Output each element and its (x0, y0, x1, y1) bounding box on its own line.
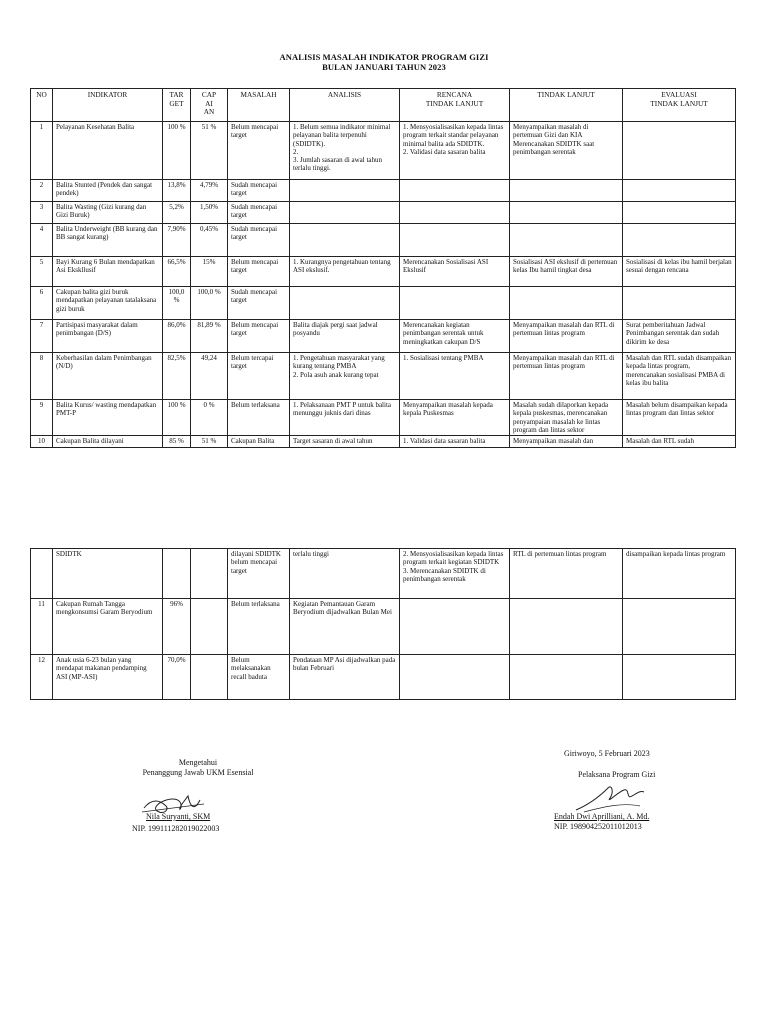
acknowledge-label: Mengetahui (178, 758, 218, 767)
cell-analisis (290, 180, 400, 202)
cell-evaluasi (623, 180, 736, 202)
cell-rencana (400, 122, 510, 180)
cell-capaian: 51 % (191, 122, 228, 180)
cell-analisis-item: 2. Pola asuh anak kurang tepat (293, 370, 379, 379)
cell-no: 8 (31, 353, 53, 400)
cell-tindak-lanjut (510, 599, 623, 655)
cell-rencana-item: Menyampaikan masalah kepada kepala Puskesmas (403, 401, 493, 418)
cell-rencana-item: Merencanakan kegiatan penimbangan serentak untuk meningkatkan cakupan D/S (403, 321, 484, 346)
cell-masalah: Belum tercapai target (228, 353, 290, 400)
cell-analisis-item: 1. Pengetahuan masyarakat yang kurang tentang PMBA (293, 354, 385, 371)
cell-evaluasi: Masalah belum disampaikan kepada lintas program dan lintas sektor (623, 400, 736, 436)
cell-tindak-lanjut: Menyampaikan masalah di pertemuan Gizi dan KIA Merencanakan SDIDTK saat penimbangan serentak (510, 122, 623, 180)
cell-masalah: Sudah mencapai target (228, 287, 290, 320)
cell-masalah: Belum terlaksana (228, 400, 290, 436)
cell-target: 85 % (163, 436, 191, 448)
signer-nip-left: NIP. 199111282019022003 (132, 824, 220, 833)
cell-evaluasi (623, 202, 736, 224)
cell-evaluasi: Sosialisasi di kelas ibu hamil berjalan sesuai dengan rencana (623, 257, 736, 287)
cell-analisis-item: Pendataan MP Asi dijadwalkan pada bulan Februari (293, 656, 396, 673)
table-row (31, 655, 736, 700)
cell-rencana-item: 1. Sosialisasi tentang PMBA (403, 354, 484, 362)
table-header-row (31, 89, 736, 122)
cell-analisis (290, 224, 400, 257)
table-row (31, 400, 736, 436)
document-title: ANALISIS MASALAH INDIKATOR PROGRAM GIZI (279, 52, 489, 62)
cell-target: 86,0% (163, 320, 191, 353)
cell-indikator: Balita Wasting (Gizi kurang dan Gizi Buruk) (53, 202, 163, 224)
cell-capaian: 49,24 (191, 353, 228, 400)
place-date: Giriwoyo, 5 Februari 2023 (564, 749, 650, 758)
cell-no: 4 (31, 224, 53, 257)
signer-role-left: Penanggung Jawab UKM Esensial (142, 768, 254, 777)
indicator-table-page2 (30, 548, 736, 700)
cell-capaian (191, 549, 228, 599)
cell-masalah: Sudah mencapai target (228, 202, 290, 224)
table-row (31, 287, 736, 320)
cell-tindak-lanjut: Menyampaikan masalah dan RTL di pertemuan lintas program (510, 353, 623, 400)
cell-analisis (290, 287, 400, 320)
cell-no: 11 (31, 599, 53, 655)
cell-target: 100 % (163, 122, 191, 180)
cell-rencana (400, 599, 510, 655)
cell-rencana (400, 436, 510, 448)
cell-target: 96% (163, 599, 191, 655)
cell-rencana (400, 353, 510, 400)
table-row (31, 599, 736, 655)
cell-indikator: Keberhasilan dalam Penimbangan (N/D) (53, 353, 163, 400)
cell-masalah: Belum terlaksana (228, 599, 290, 655)
cell-target: 7,90% (163, 224, 191, 257)
cell-analisis (290, 320, 400, 353)
cell-capaian: 15% (191, 257, 228, 287)
indicator-table-page1 (30, 88, 736, 448)
header-rencana: RENCANA TINDAK LANJUT (400, 89, 510, 122)
cell-rencana (400, 655, 510, 700)
cell-analisis-item: 2. (293, 147, 299, 156)
cell-rencana-item: 2. Mensyosialisasikan kepada lintas program terkait kegiatan SDIDTK (403, 550, 504, 567)
cell-analisis-item: Balita diajak pergi saat jadwal posyandu (293, 321, 378, 338)
cell-indikator: SDIDTK (53, 549, 163, 599)
cell-target: 5,2% (163, 202, 191, 224)
cell-analisis-item: Target sasaran di awal tahun (293, 437, 373, 445)
cell-analisis-item: 3. Jumlah sasaran di awal tahun terlalu tinggi. (293, 156, 383, 173)
header-indikator: INDIKATOR (53, 89, 163, 122)
cell-indikator: Balita Stunted (Pendek dan sangat pendek) (53, 180, 163, 202)
cell-masalah: Sudah mencapai target (228, 180, 290, 202)
cell-analisis (290, 122, 400, 180)
cell-masalah: Belum mencapai target (228, 257, 290, 287)
cell-analisis-item: Kegiatan Pemantauan Garam Beryodium dijadwalkan Bulan Mei (293, 600, 392, 617)
header-masalah: MASALAH (228, 89, 290, 122)
cell-analisis (290, 549, 400, 599)
cell-evaluasi (623, 122, 736, 180)
cell-tindak-lanjut (510, 180, 623, 202)
cell-tindak-lanjut: RTL di pertemuan lintas program (510, 549, 623, 599)
header-target: TAR GET (163, 89, 191, 122)
signer-role-right: Pelaksana Program Gizi (578, 770, 656, 779)
cell-rencana-item: 1. Validasi data sasaran balita (403, 437, 486, 445)
signature-block-left (118, 758, 278, 778)
table-row (31, 257, 736, 287)
cell-no: 5 (31, 257, 53, 287)
cell-capaian (191, 599, 228, 655)
cell-masalah: Sudah mencapai target (228, 224, 290, 257)
cell-evaluasi (623, 287, 736, 320)
cell-evaluasi: Masalah dan RTL sudah disampaikan kepada lintas program, merencanakan sosialisasi PMBA di kelas ibu balita (623, 353, 736, 400)
cell-analisis (290, 599, 400, 655)
signer-name-left: Nila Suryanti, SKM (146, 812, 211, 821)
cell-tindak-lanjut (510, 655, 623, 700)
cell-capaian: 51 % (191, 436, 228, 448)
cell-rencana-item: 2. Validasi data sasaran balita (403, 147, 486, 156)
cell-no: 6 (31, 287, 53, 320)
cell-analisis (290, 257, 400, 287)
cell-indikator: Balita Kurus/ wasting mendapatkan PMT-P (53, 400, 163, 436)
cell-masalah: Belum mencapai target (228, 122, 290, 180)
cell-no: 2 (31, 180, 53, 202)
cell-indikator: Partisipasi masyarakat dalam penimbangan (D/S) (53, 320, 163, 353)
cell-target: 100 % (163, 400, 191, 436)
cell-tindak-lanjut: Masalah sudah dilaporkan kepada kepala puskesmas, merencanakan penyampaian masalah ke lintas program dan lintas sektor (510, 400, 623, 436)
table-row (31, 122, 736, 180)
cell-indikator: Cakupan Rumah Tangga mengkonsumsi Garam Beryodium (53, 599, 163, 655)
cell-masalah: Belum melaksanakan recall baduta (228, 655, 290, 700)
cell-rencana (400, 257, 510, 287)
cell-tindak-lanjut (510, 224, 623, 257)
cell-evaluasi (623, 599, 736, 655)
header-evaluasi: EVALUASI TINDAK LANJUT (623, 89, 736, 122)
cell-masalah: Cakupan Balita (228, 436, 290, 448)
cell-no: 7 (31, 320, 53, 353)
document-subtitle: BULAN JANUARI TAHUN 2023 (322, 62, 446, 72)
cell-rencana (400, 202, 510, 224)
cell-tindak-lanjut: Menyampaikan masalah dan RTL di pertemuan lintas program (510, 320, 623, 353)
table-row (31, 320, 736, 353)
cell-capaian: 1,50% (191, 202, 228, 224)
cell-analisis (290, 202, 400, 224)
cell-target: 66,5% (163, 257, 191, 287)
cell-tindak-lanjut: Menyampaikan masalah dan (510, 436, 623, 448)
cell-capaian: 0 % (191, 400, 228, 436)
signer-nip-right: NIP. 198904252011012013 (554, 822, 642, 831)
cell-rencana-item: 3. Merencanakan SDIDTK di penimbangan serentak (403, 566, 486, 583)
table-row (31, 180, 736, 202)
cell-no: 3 (31, 202, 53, 224)
cell-capaian (191, 655, 228, 700)
cell-rencana (400, 224, 510, 257)
cell-tindak-lanjut (510, 287, 623, 320)
cell-indikator: Balita Underweight (BB kurang dan BB sangat kurang) (53, 224, 163, 257)
cell-no: 9 (31, 400, 53, 436)
cell-rencana (400, 180, 510, 202)
cell-rencana-item: Merencanakan Sosialisasi ASI Ekslusif (403, 258, 489, 275)
cell-target: 13,8% (163, 180, 191, 202)
cell-evaluasi: Masalah dan RTL sudah (623, 436, 736, 448)
cell-analisis (290, 400, 400, 436)
handwritten-signature-right (570, 782, 650, 816)
cell-analisis-item: 1. Kurangnya pengetahuan tentang ASI ekslusif. (293, 258, 391, 275)
cell-evaluasi: disampaikan kepada lintas program (623, 549, 736, 599)
cell-no (31, 549, 53, 599)
cell-no: 1 (31, 122, 53, 180)
cell-rencana (400, 287, 510, 320)
cell-capaian: 100,0 % (191, 287, 228, 320)
cell-indikator: Cakupan Balita dilayani (53, 436, 163, 448)
table-row (31, 436, 736, 448)
cell-tindak-lanjut (510, 202, 623, 224)
cell-target: 100,0 % (163, 287, 191, 320)
cell-analisis (290, 436, 400, 448)
cell-tindak-lanjut: Sosialisasi ASI ekslusif di pertemuan kelas Ibu hamil tingkat desa (510, 257, 623, 287)
table-row (31, 202, 736, 224)
cell-rencana-item: 1. Mensyosialisasikan kepada lintas program terkait standar pelayanan minimal balita ada SDIDTK. (403, 123, 504, 148)
cell-evaluasi (623, 224, 736, 257)
cell-analisis-item: 1. Pelaksanaan PMT P untuk balita menunggu juknis dari dinas (293, 401, 391, 418)
cell-analisis-item: 1. Belum semua indikator minimal pelayanan balita terpenuhi (SDIDTK). (293, 123, 391, 148)
cell-capaian: 0,45% (191, 224, 228, 257)
cell-target: 70,0% (163, 655, 191, 700)
cell-evaluasi (623, 655, 736, 700)
cell-indikator: Cakupan balita gizi buruk mendapatkan pelayanan tatalaksana gizi buruk (53, 287, 163, 320)
signer-name-right: Endah Dwi Aprilliani, A. Md. (554, 812, 650, 821)
header-analisis: ANALISIS (290, 89, 400, 122)
cell-analisis (290, 655, 400, 700)
cell-indikator: Anak usia 6-23 bulan yang mendapat makanan pendamping ASI (MP-ASI) (53, 655, 163, 700)
cell-capaian: 81,89 % (191, 320, 228, 353)
cell-analisis (290, 353, 400, 400)
cell-rencana (400, 320, 510, 353)
header-tindak-lanjut: TINDAK LANJUT (510, 89, 623, 122)
cell-no: 10 (31, 436, 53, 448)
cell-capaian: 4,79% (191, 180, 228, 202)
table-row (31, 549, 736, 599)
cell-rencana (400, 400, 510, 436)
cell-analisis-item: terlalu tinggi (293, 550, 329, 558)
cell-no: 12 (31, 655, 53, 700)
table-row (31, 353, 736, 400)
table-row (31, 224, 736, 257)
cell-indikator: Pelayanan Kesehatan Balita (53, 122, 163, 180)
cell-evaluasi: Surat pemberitahuan Jadwal Penimbangan serentak dan sudah dikirim ke desa (623, 320, 736, 353)
cell-indikator: Bayi Kurang 6 Bulan mendapatkan Asi Ekskllusif (53, 257, 163, 287)
cell-masalah: Belum mencapai target (228, 320, 290, 353)
header-capaian: CAP AI AN (191, 89, 228, 122)
cell-target (163, 549, 191, 599)
header-no: NO (31, 89, 53, 122)
cell-target: 82,5% (163, 353, 191, 400)
cell-masalah: dilayani SDIDTK belum mencapai target (228, 549, 290, 599)
cell-rencana (400, 549, 510, 599)
